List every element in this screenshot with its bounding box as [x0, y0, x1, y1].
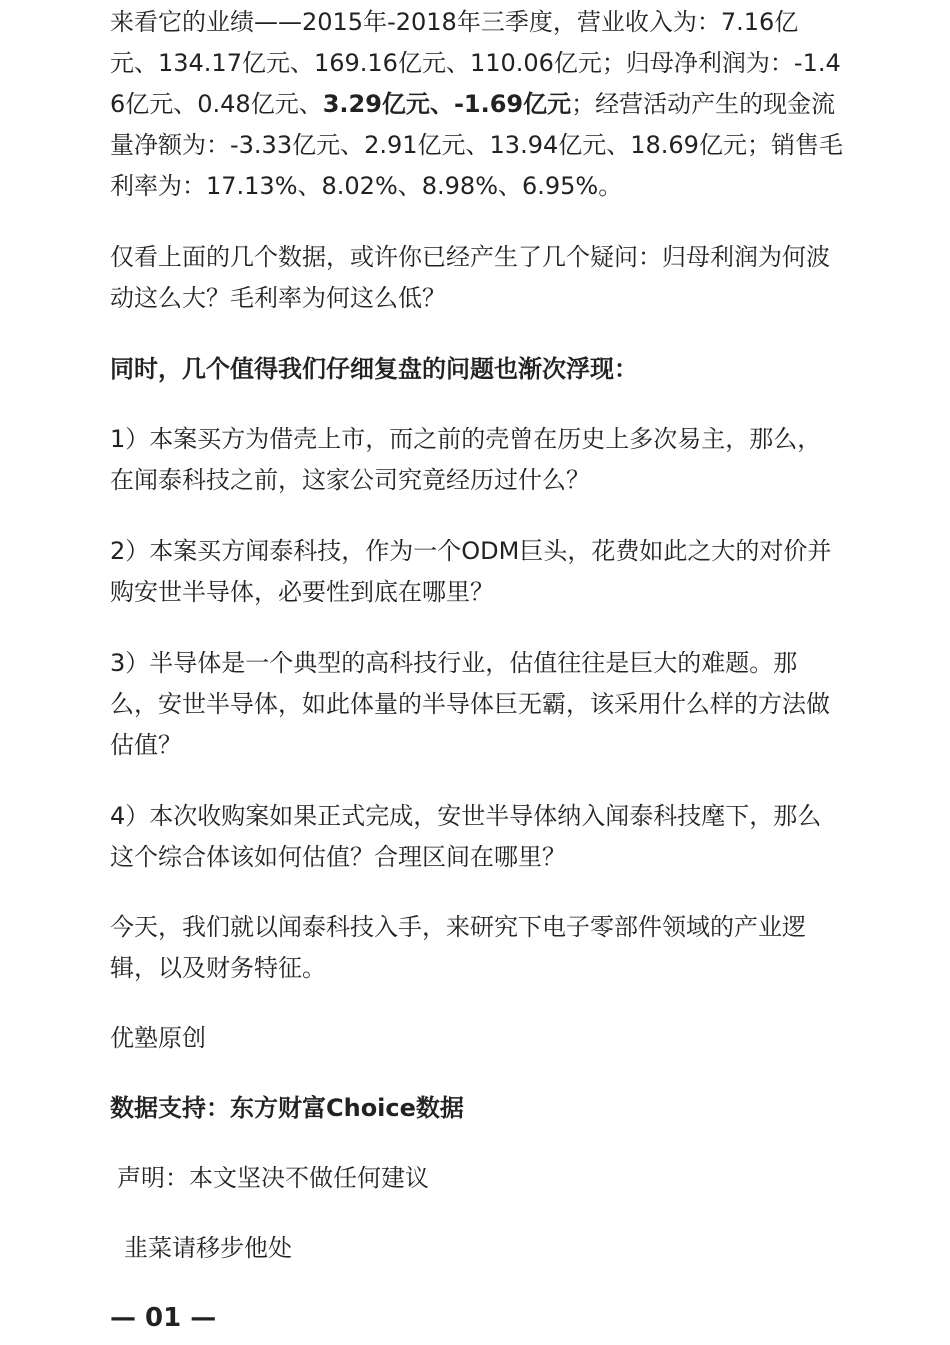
bold-profit-2018q3: -1.69亿元 — [453, 90, 572, 118]
question-item-3: 3）半导体是一个典型的高科技行业，估值往往是巨大的难题。那么，安世半导体，如此体量的半导体巨无霸，该采用什么样的方法做估值？ — [110, 649, 830, 759]
review-heading: 同时，几个值得我们仔细复盘的问题也渐次浮现： — [110, 355, 638, 383]
question-item-4: 4）本次收购案如果正式完成，安世半导体纳入闻泰科技麾下，那么这个综合体该如何估值？合理区间在哪里？ — [110, 802, 822, 871]
bold-profit-2017: 3.29亿元 — [322, 90, 430, 118]
section-marker: — 01 — — [110, 1303, 217, 1333]
question-item-2: 2）本案买方闻泰科技，作为一个ODM巨头，花费如此之大的对价并购安世半导体，必要性到底在哪里？ — [110, 537, 832, 606]
source-label: 优塾原创 — [110, 1024, 206, 1052]
performance-paragraph — [110, 2, 845, 207]
questions-intro-paragraph: 仅看上面的几个数据，或许你已经产生了几个疑问：归母利润为何波动这么大？毛利率为何这么低？ — [110, 243, 830, 312]
question-item-1: 1）本案买方为借壳上市，而之前的壳曾在历史上多次易主，那么，在闻泰科技之前，这家公司究竟经历过什么？ — [110, 425, 822, 494]
data-support-label: 数据支持：东方财富Choice数据 — [110, 1094, 464, 1122]
today-paragraph: 今天，我们就以闻泰科技入手，来研究下电子零部件领域的产业逻辑，以及财务特征。 — [110, 913, 806, 982]
disclaimer-text: 声明：本文坚决不做任何建议 — [117, 1164, 429, 1192]
performance-text-part2: ；经营活动产生的现金流量净额为：-3.33亿元、2.91亿元、13.94亿元、18.69亿元；销售毛利率为：17.13%、8.02%、8.98%、6.95%。 — [110, 90, 843, 200]
performance-text-part1: 来看它的业绩——2015年-2018年三季度，营业收入为：7.16亿元、134.17亿元、169.16亿元、110.06亿元；归母净利润为：-1.46亿元、0.48亿元、 — [110, 8, 841, 118]
bold-separator: 、 — [429, 90, 454, 118]
notice-text: 韭菜请移步他处 — [124, 1234, 292, 1262]
